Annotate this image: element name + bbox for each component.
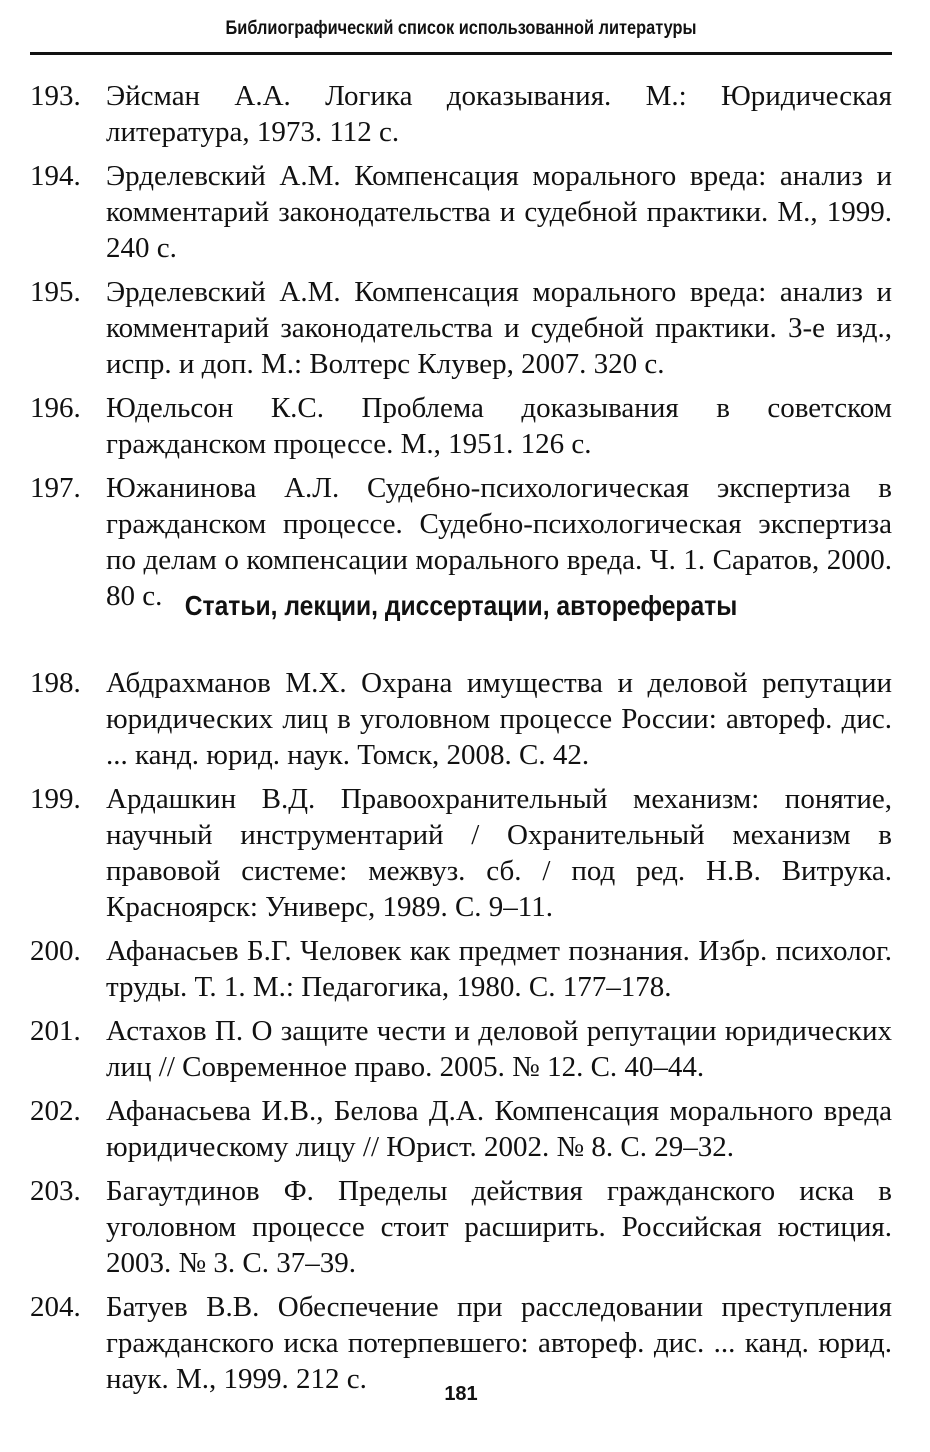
entry-number: 194.: [30, 160, 81, 192]
page-number: 181: [444, 1383, 478, 1405]
bibliography-entry: [30, 1289, 892, 1397]
bibliography-entry: [30, 665, 892, 773]
bibliography-entry: [30, 274, 892, 382]
bibliography-list-bottom: [30, 665, 892, 1405]
bibliography-entry: [30, 933, 892, 1005]
running-header-title: Библиографический список использованной литературы: [225, 18, 697, 39]
entry-number: 193.: [30, 80, 81, 112]
entry-number: 199.: [30, 783, 81, 815]
entry-number: 203.: [30, 1175, 81, 1207]
entry-text: Афанасьева И.В., Белова Д.А. Компенсация морального вреда юридическому лицу // Юрист. 2002. № 8. С. 29–32.: [106, 1095, 892, 1163]
entry-text: Ардашкин В.Д. Правоохранительный механизм: понятие, научный инструментарий / Охранительный механизм в правовой системе: межвуз. сб. / под ред. Н.В. Витрука. Красноярск: Универс, 1989. С. 9–11.: [106, 783, 892, 923]
entry-text: Эрделевский А.М. Компенсация морального вреда: анализ и комментарий законодательства и судебной практики. 3-е изд., испр. и доп. М.: Волтерс Клувер, 2007. 320 с.: [106, 276, 892, 380]
header-rule: [30, 52, 892, 55]
entry-text: Эйсман А.А. Логика доказывания. М.: Юридическая литература, 1973. 112 с.: [106, 80, 892, 148]
entry-text: Южанинова А.Л. Судебно-психологическая экспертиза в гражданском процессе. Судебно-психологическая экспертиза по делам о компенсации морального вреда. Ч. 1. Саратов, 2000. 80 с.: [106, 472, 892, 612]
entry-number: 204.: [30, 1291, 81, 1323]
section-heading: Статьи, лекции, диссертации, авторефераты: [184, 590, 738, 621]
entry-number: 200.: [30, 935, 81, 967]
bibliography-entry: [30, 158, 892, 266]
entry-number: 197.: [30, 472, 81, 504]
entry-number: 201.: [30, 1015, 81, 1047]
bibliography-entry: [30, 78, 892, 150]
entry-number: 198.: [30, 667, 81, 699]
bibliography-entry: [30, 1173, 892, 1281]
entry-text: Афанасьев Б.Г. Человек как предмет познания. Избр. психолог. труды. Т. 1. М.: Педагогика, 1980. С. 177–178.: [106, 935, 892, 1003]
bibliography-entry: [30, 1093, 892, 1165]
bibliography-entry: [30, 390, 892, 462]
bibliography-entry: [30, 781, 892, 925]
bibliography-list-top: [30, 78, 892, 622]
entry-text: Эрделевский А.М. Компенсация морального вреда: анализ и комментарий законодательства и судебной практики. М., 1999. 240 с.: [106, 160, 892, 264]
entry-number: 195.: [30, 276, 81, 308]
entry-text: Батуев В.В. Обеспечение при расследовании преступления гражданского иска потерпевшего: автореф. дис. ... канд. юрид. наук. М., 1999. 212 с.: [106, 1291, 892, 1395]
entry-text: Абдрахманов М.Х. Охрана имущества и деловой репутации юридических лиц в уголовном процессе России: автореф. дис. ... канд. юрид. наук. Томск, 2008. С. 42.: [106, 667, 892, 771]
entry-number: 196.: [30, 392, 81, 424]
entry-text: Астахов П. О защите чести и деловой репутации юридических лиц // Современное право. 2005. № 12. С. 40–44.: [106, 1015, 892, 1083]
entry-number: 202.: [30, 1095, 81, 1127]
entry-text: Юдельсон К.С. Проблема доказывания в советском гражданском процессе. М., 1951. 126 с.: [106, 392, 892, 460]
bibliography-entry: [30, 1013, 892, 1085]
entry-text: Багаутдинов Ф. Пределы действия гражданского иска в уголовном процессе стоит расширить. Российская юстиция. 2003. № 3. С. 37–39.: [106, 1175, 892, 1279]
